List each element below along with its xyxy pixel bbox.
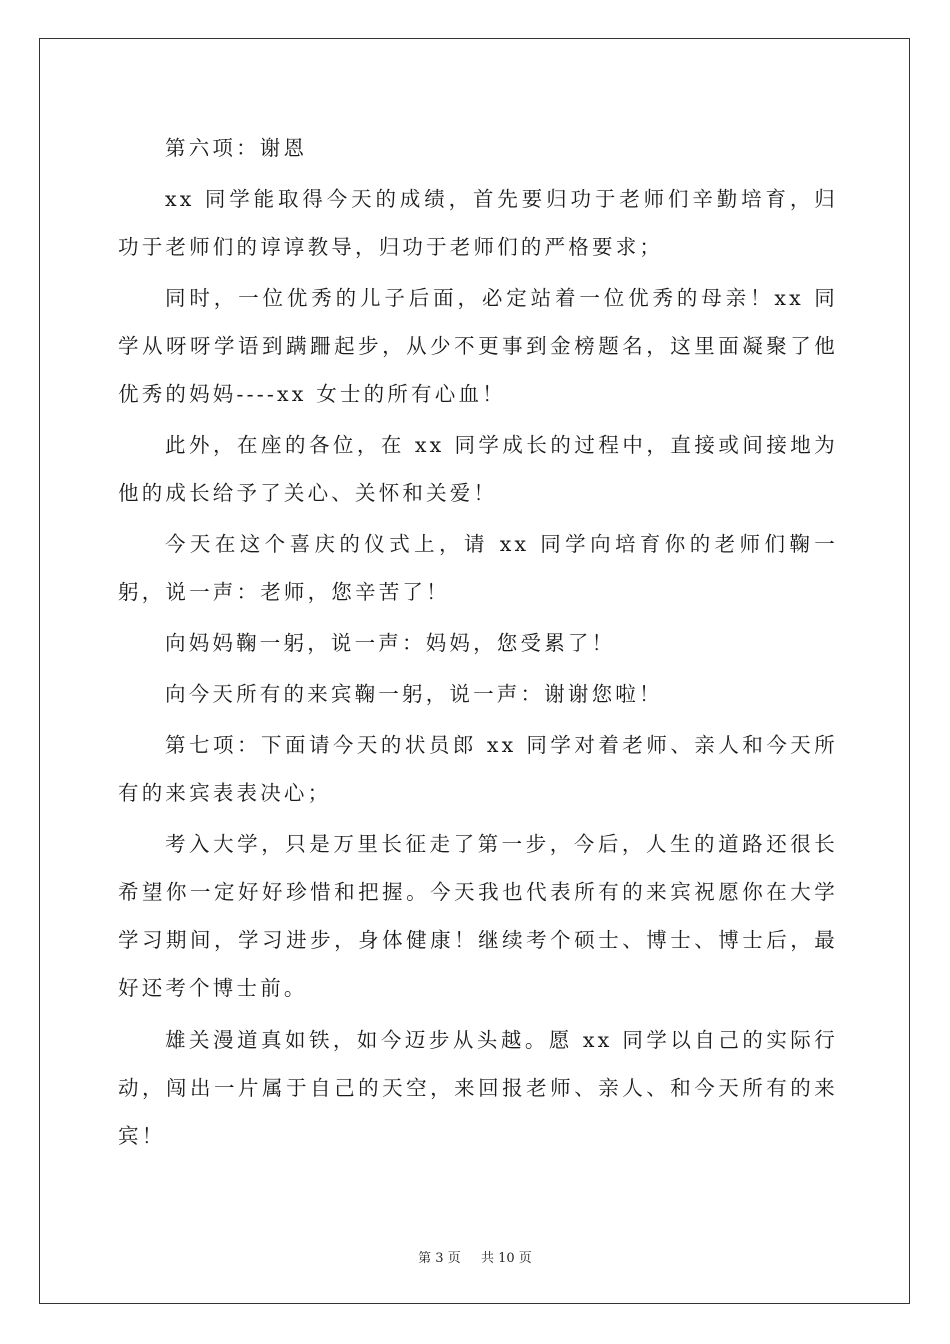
page-number: 第 3 页 — [418, 1251, 461, 1266]
paragraph-bow-teachers: 今天在这个喜庆的仪式上，请 xx 同学向培育你的老师们鞠一躬，说一声：老师，您辛苦了！ — [118, 532, 838, 604]
page-footer — [0, 1247, 950, 1266]
paragraph-bow-mother: 向妈妈鞠一躬，说一声：妈妈，您受累了！ — [165, 631, 616, 655]
paragraph-closing: 雄关漫道真如铁，如今迈步从头越。愿 xx 同学以自己的实际行动，闯出一片属于自己的天空，来回报老师、亲人、和今天所有的来宾！ — [118, 1028, 838, 1148]
heading-step-seven: 第七项：下面请今天的状员郎 xx 同学对着老师、亲人和今天所有的来宾表表决心； — [118, 733, 838, 805]
page-total: 共 10 页 — [481, 1251, 532, 1266]
paragraph-thanks-guests: 此外，在座的各位，在 xx 同学成长的过程中，直接或间接地为他的成长给予了关心、关怀和关爱！ — [118, 433, 838, 505]
paragraph-bow-guests: 向今天所有的来宾鞠一躬，说一声：谢谢您啦！ — [165, 682, 663, 706]
heading-step-six: 第六项：谢恩 — [165, 136, 308, 160]
paragraph-university-wishes: 考入大学，只是万里长征走了第一步，今后，人生的道路还很长希望你一定好好珍惜和把握。今天我也代表所有的来宾祝愿你在大学学习期间，学习进步，身体健康！继续考个硕士、博士、博士后，最好还考个博士前。 — [118, 832, 838, 1000]
paragraph-thanks-mother: 同时，一位优秀的儿子后面，必定站着一位优秀的母亲！xx 同学从呀呀学语到蹒跚起步，从少不更事到金榜题名，这里面凝聚了他优秀的妈妈----xx 女士的所有心血！ — [118, 286, 838, 406]
paragraph-thanks-teachers: xx 同学能取得今天的成绩，首先要归功于老师们辛勤培育，归功于老师们的谆谆教导，归功于老师们的严格要求； — [118, 187, 838, 259]
document-body — [118, 124, 838, 1163]
